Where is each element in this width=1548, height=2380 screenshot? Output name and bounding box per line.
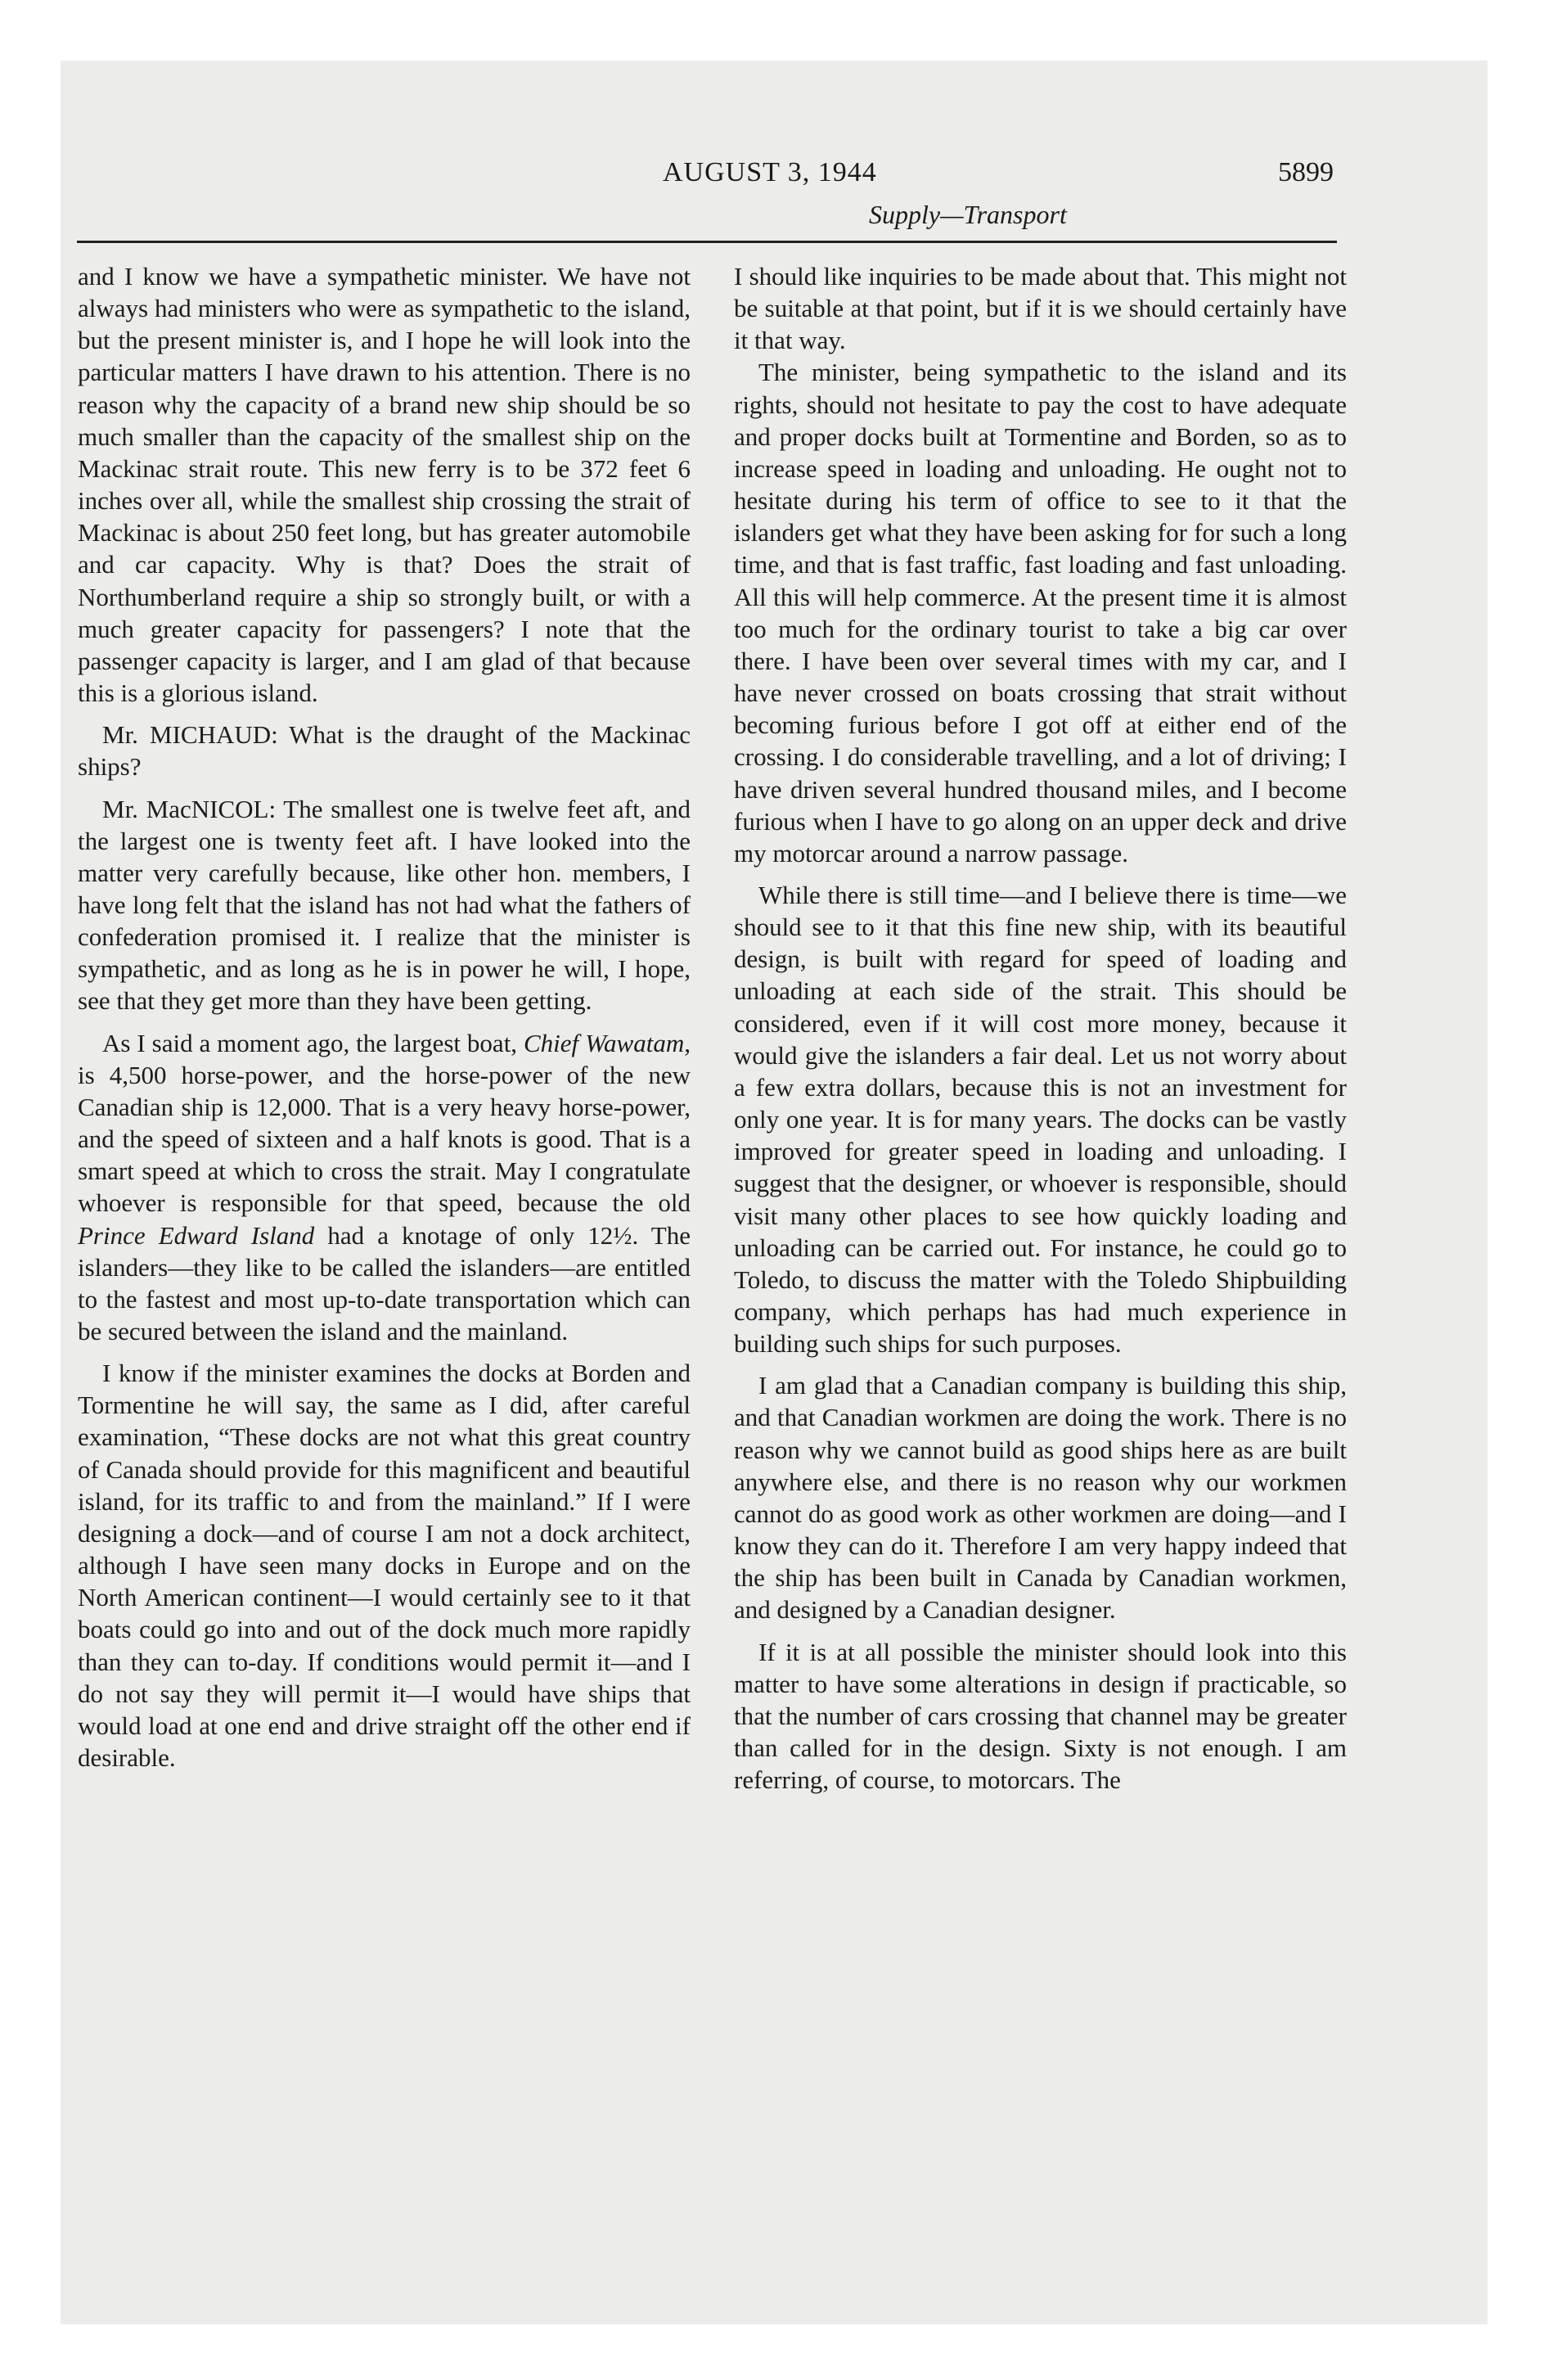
paragraph: Mr. MacNICOL: The smallest one is twelve feet aft, and the largest one is twenty feet aft. I have looked into the matter very carefully because, like other hon. members, I have long felt that the island has not had what the fathers of confederation promised it. I realize that the minister is sympathetic, and as long as he is in power he will, I hope, see that they get more than they have been getting. [78, 794, 691, 1016]
paragraph: I am glad that a Canadian company is building this ship, and that Canadian workmen are doing the work. There is no reason why we cannot build as good ships here as are built anywhere else, and there is no reason why our workmen cannot do as good work as other workmen are doing—and I know they can do it. Therefore I am very happy indeed that the ship has been built in Canada by Canadian workmen, and designed by a Canadian designer. [734, 1371, 1347, 1625]
ship-name: Chief Wawatam, [523, 1028, 691, 1057]
paragraph-text: had a knotage of only 12½. The islanders—they like to be called the islanders—are entitled to the fastest and most up-to-date transportation which can be secured between the island and the mainland. [78, 1220, 691, 1346]
left-column [78, 260, 691, 1774]
paragraph: Mr. MICHAUD: What is the draught of the Mackinac ships? [78, 720, 691, 782]
right-column [734, 260, 1347, 1796]
header-date: AUGUST 3, 1944 [663, 157, 877, 187]
paragraph: I know if the minister examines the docks at Borden and Tormentine he will say, the same as I did, after careful examination, “These docks are not what this great country of Canada should provide for this magnificent and beautiful island, for its traffic to and from the mainland.” If I were designing a dock—and of course I am not a dock architect, although I have seen many docks in Europe and on the North American continent—I would certainly see to it that boats could go into and out of the dock much more rapidly than they can to-day. If conditions would permit it—and I do not say they will permit it—I would have ships that would load at one end and drive straight off the other end if desirable. [78, 1359, 691, 1773]
header-section-title: Supply—Transport [869, 200, 1067, 229]
paragraph: and I know we have a sympathetic minister. We have not always had ministers who were as sympathetic to the island, but the present minister is, and I hope he will look into the particular matters I have drawn to his attention. There is no reason why the capacity of a brand new ship should be so much smaller than the capacity of the smallest ship on the Mackinac strait route. This new ferry is to be 372 feet 6 inches over all, while the smallest ship crossing the strait of Mackinac is about 250 feet long, but has greater automobile and car capacity. Why is that? Does the strait of Northumberland require a ship so strongly built, or with a much greater capacity for passengers? I note that the passenger capacity is larger, and I am glad of that because this is a glorious island. [78, 262, 691, 708]
paragraph: The minister, being sympathetic to the island and its rights, should not hesitate to pay the cost to have adequate and proper docks built at Tormentine and Borden, so as to increase speed in loading and unloading. He ought not to hesitate during his term of office to see to it that the islanders get what they have been asking for for such a long time, and that is fast traffic, fast loading and fast unloading. All this will help commerce. At the present time it is almost too much for the ordinary tourist to take a big car over there. I have been over several times with my car, and I have never crossed on boats crossing that strait without becoming furious before I got off at either end of the crossing. I do considerable travelling, and a lot of driving; I have driven several hundred thousand miles, and I become furious when I have to go along on an upper deck and drive my motorcar around a narrow passage. [734, 358, 1347, 868]
paragraph-text: is 4,500 horse-power, and the horse-power of the new Canadian ship is 12,000. That is a very heavy horse-power, and the speed of sixteen and a half knots is good. That is a smart speed at which to cross the strait. May I congratulate whoever is responsible for that speed, because the old [78, 1060, 691, 1218]
paragraph [78, 1027, 691, 1348]
ship-name: Prince Edward Island [78, 1220, 315, 1250]
paragraph: I should like inquiries to be made about that. This might not be suitable at that point, but if it is we should certainly have it that way. [734, 262, 1347, 355]
header-rule [77, 241, 1337, 243]
paragraph-text: As I said a moment ago, the largest boat, [102, 1028, 524, 1057]
page-header [77, 97, 1350, 234]
header-page-number: 5899 [1278, 157, 1334, 187]
paragraph: While there is still time—and I believe there is time—we should see to it that this fine new ship, with its beautiful design, is built with regard for speed of loading and unloading at each side of the strait. This should be considered, even if it will cost more money, because it would give the islanders a fair deal. Let us not worry about a few extra dollars, because this is not an investment for only one year. It is for many years. The docks can be vastly improved for greater speed in loading and unloading. I suggest that the designer, or whoever is responsible, should visit many other places to see how quickly loading and unloading can be carried out. For instance, he could go to Toledo, to discuss the matter with the Toledo Shipbuilding company, which perhaps has had much experience in building such ships for such purposes. [734, 880, 1347, 1359]
paragraph: If it is at all possible the minister should look into this matter to have some alterations in design if practicable, so that the number of cars crossing that channel may be greater than called for in the design. Sixty is not enough. I am referring, of course, to motorcars. The [734, 1637, 1347, 1795]
